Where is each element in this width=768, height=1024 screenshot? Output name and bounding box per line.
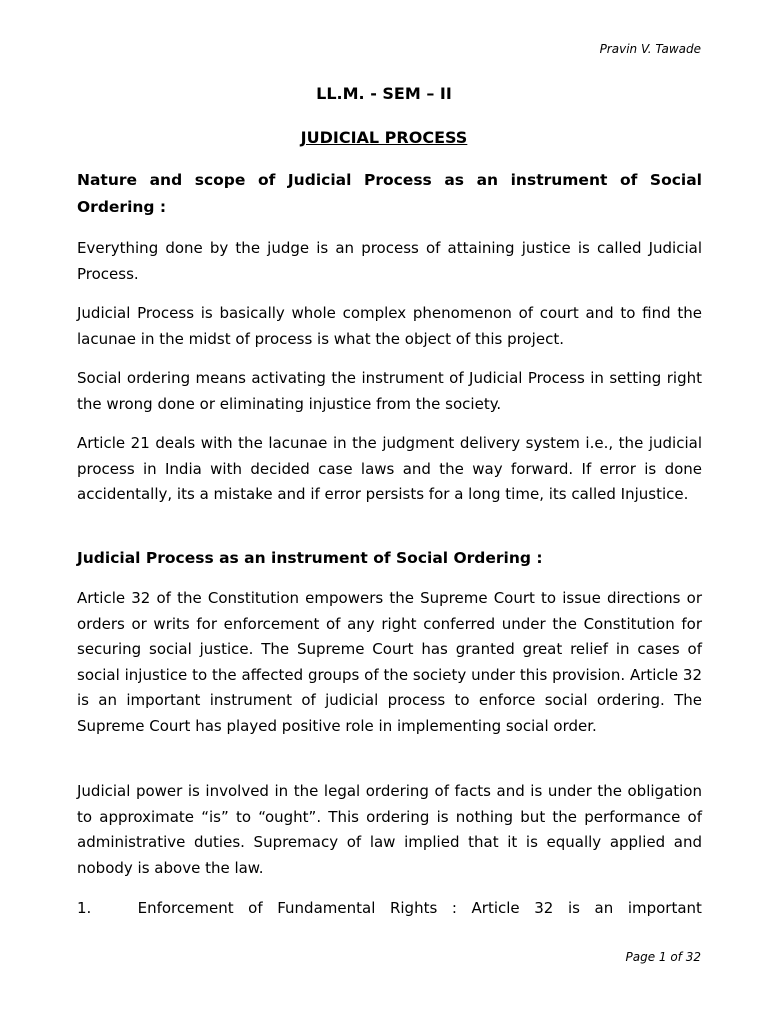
list-word: : — [451, 899, 457, 917]
page-subtitle: JUDICIAL PROCESS — [300, 128, 468, 147]
list-word: Article — [471, 899, 520, 917]
list-number: 1. — [77, 899, 92, 917]
section-heading-nature-scope: Nature and scope of Judicial Process as an instrument of Social Ordering : — [77, 171, 702, 216]
list-word: important — [627, 899, 702, 917]
page-title: LL.M. - SEM – II — [316, 84, 452, 103]
list-word: Fundamental — [277, 899, 376, 917]
list-word: Rights — [389, 899, 438, 917]
section-heading-instrument: Judicial Process as an instrument of Social Ordering : — [77, 549, 543, 567]
header-author: Pravin V. Tawade — [599, 42, 701, 56]
paragraph-judicial-power: Judicial power is involved in the legal ordering of facts and is under the obligation to approximate “is” to “ought”. This ordering is nothing but the performance of administrative duties. Supremacy of law implied that it is equally applied and nobody is above the law. — [77, 782, 702, 877]
paragraph-article-32: Article 32 of the Constitution empowers the Supreme Court to issue directions or orders or writs for enforcement of any right conferred under the Constitution for securing social justice. The Supreme Court has granted great relief in cases of social injustice to the affected groups of the society under this provision. Article 32 is an important instrument of judicial process to enforce social ordering. The Supreme Court has played positive role in implementing social order. — [77, 589, 702, 735]
paragraph-social-ordering: Social ordering means activating the instrument of Judicial Process in setting right the wrong done or eliminating injustice from the society. — [77, 369, 702, 413]
paragraph-complex-phenomenon: Judicial Process is basically whole complex phenomenon of court and to find the lacunae in the midst of process is what the object of this project. — [77, 304, 702, 348]
paragraph-article-21: Article 21 deals with the lacunae in the judgment delivery system i.e., the judicial process in India with decided case laws and the way forward. If error is done accidentally, its a mistake and if error persists for a long time, its called Injustice. — [77, 434, 702, 504]
paragraph-judicial-process-definition: Everything done by the judge is an process of attaining justice is called Judicial Process. — [77, 239, 702, 283]
list-word: Enforcement — [137, 899, 234, 917]
list-word: is — [567, 899, 580, 917]
list-word: 32 — [534, 899, 554, 917]
page-number: Page 1 of 32 — [625, 950, 701, 964]
numbered-item-1 — [77, 896, 702, 922]
list-word: an — [594, 899, 614, 917]
list-word: of — [248, 899, 263, 917]
